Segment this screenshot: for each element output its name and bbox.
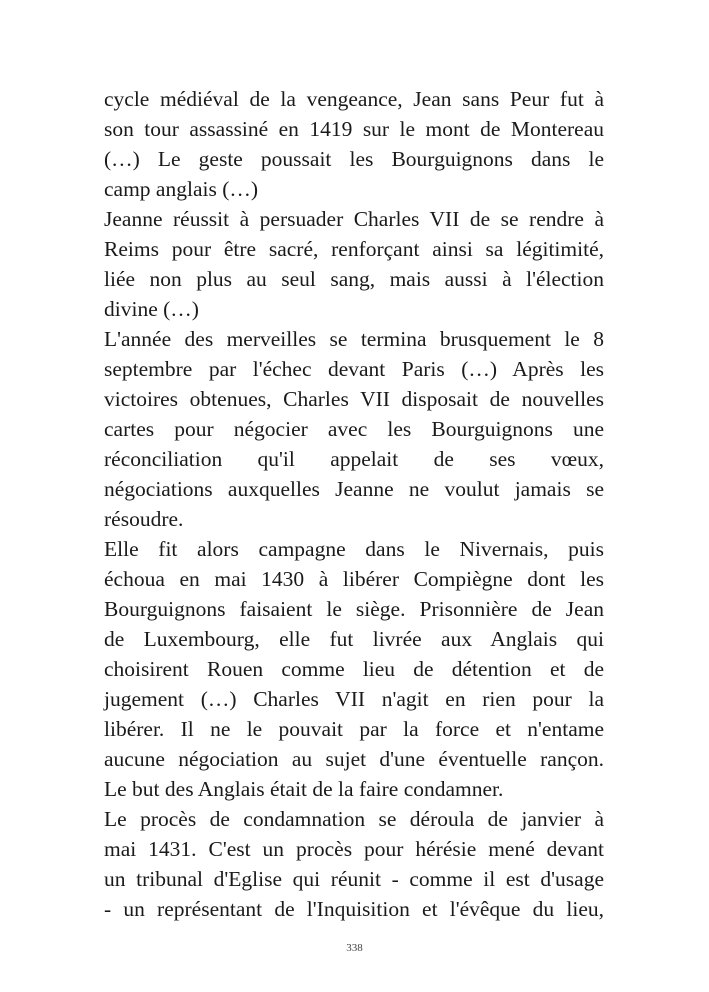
page-number: 338 — [346, 942, 363, 954]
text-line: Bourguignons faisaient le siège. Prisonnière de Jean — [104, 597, 604, 621]
text-line: libérer. Il ne le pouvait par la force et n'entame — [104, 717, 604, 741]
text-line: réconciliation qu'il appelait de ses vœux, — [104, 447, 604, 471]
body-text — [104, 84, 604, 924]
text-line: jugement (…) Charles VII n'agit en rien pour la — [104, 687, 604, 711]
text-line: - un représentant de l'Inquisition et l'évêque du lieu, — [104, 897, 604, 921]
text-line: Le procès de condamnation se déroula de janvier à — [104, 807, 604, 831]
text-line: (…) Le geste poussait les Bourguignons dans le — [104, 147, 604, 171]
text-line: cycle médiéval de la vengeance, Jean sans Peur fut à — [104, 87, 604, 111]
text-line: septembre par l'échec devant Paris (…) Après les — [104, 357, 604, 381]
text-line: Elle fit alors campagne dans le Nivernais, puis — [104, 537, 604, 561]
text-line: victoires obtenues, Charles VII disposait de nouvelles — [104, 387, 604, 411]
text-line: divine (…) — [104, 297, 199, 321]
text-line: de Luxembourg, elle fut livrée aux Anglais qui — [104, 627, 604, 651]
text-line: mai 1431. C'est un procès pour hérésie mené devant — [104, 837, 604, 861]
text-line: choisirent Rouen comme lieu de détention et de — [104, 657, 604, 681]
text-line: L'année des merveilles se termina brusquement le 8 — [104, 327, 604, 351]
text-line: Jeanne réussit à persuader Charles VII de se rendre à — [104, 207, 604, 231]
text-line: camp anglais (…) — [104, 177, 259, 201]
text-line: son tour assassiné en 1419 sur le mont de Montereau — [104, 117, 604, 141]
text-line: Reims pour être sacré, renforçant ainsi sa légitimité, — [104, 237, 604, 261]
text-line: résoudre. — [104, 507, 184, 531]
text-line: échoua en mai 1430 à libérer Compiègne dont les — [104, 567, 604, 591]
text-line: liée non plus au seul sang, mais aussi à l'élection — [104, 267, 604, 291]
text-line: aucune négociation au sujet d'une éventuelle rançon. — [104, 747, 604, 771]
text-line: cartes pour négocier avec les Bourguignons une — [104, 417, 604, 441]
text-line: négociations auxquelles Jeanne ne voulut jamais se — [104, 477, 604, 501]
text-line: un tribunal d'Eglise qui réunit - comme il est d'usage — [104, 867, 604, 891]
text-line: Le but des Anglais était de la faire condamner. — [104, 777, 504, 801]
